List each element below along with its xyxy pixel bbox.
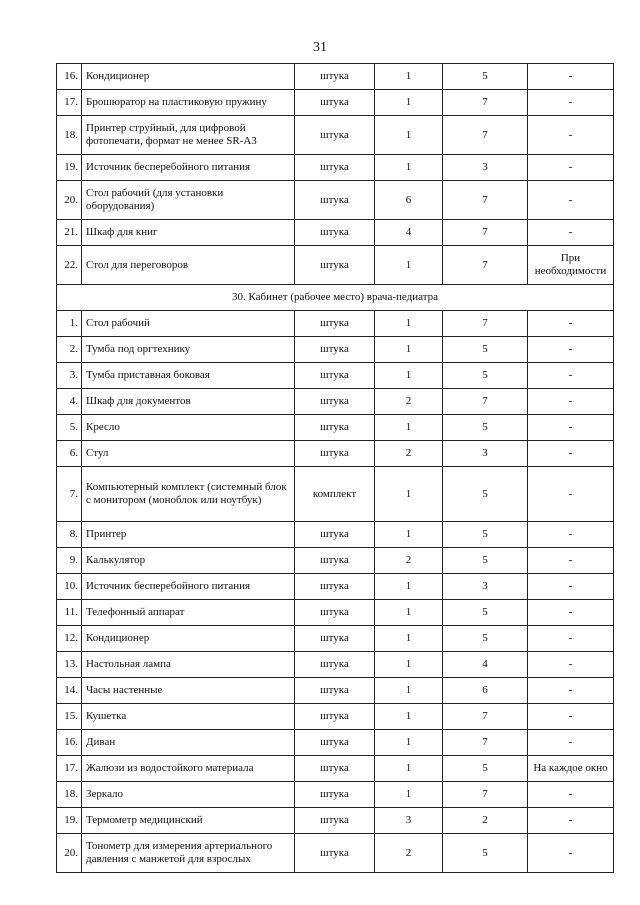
row-number-cell: 11.: [57, 600, 82, 626]
row-number-cell: 6.: [57, 441, 82, 467]
note-cell: -: [528, 155, 614, 181]
note-cell: -: [528, 574, 614, 600]
note-cell: -: [528, 467, 614, 522]
note-cell: -: [528, 522, 614, 548]
unit-cell: штука: [295, 834, 375, 873]
quantity-cell: 1: [375, 704, 443, 730]
item-name-cell: Источник бесперебойного питания: [82, 574, 295, 600]
quantity-cell: 1: [375, 678, 443, 704]
unit-cell: штука: [295, 181, 375, 220]
item-name-cell: Шкаф для документов: [82, 389, 295, 415]
quantity-cell: 1: [375, 155, 443, 181]
quantity-cell: 2: [375, 834, 443, 873]
quantity-cell: 1: [375, 756, 443, 782]
note-cell: -: [528, 181, 614, 220]
quantity-cell: 1: [375, 415, 443, 441]
item-name-cell: Принтер: [82, 522, 295, 548]
row-number-cell: 16.: [57, 64, 82, 90]
unit-cell: штука: [295, 678, 375, 704]
unit-cell: штука: [295, 730, 375, 756]
service-life-cell: 7: [443, 782, 528, 808]
item-name-cell: Зеркало: [82, 782, 295, 808]
service-life-cell: 3: [443, 574, 528, 600]
service-life-cell: 7: [443, 220, 528, 246]
service-life-cell: 7: [443, 730, 528, 756]
service-life-cell: 5: [443, 756, 528, 782]
table-row: [57, 600, 614, 626]
item-name-cell: Кушетка: [82, 704, 295, 730]
service-life-cell: 7: [443, 246, 528, 285]
page-number: 31: [313, 40, 327, 55]
service-life-cell: 5: [443, 626, 528, 652]
quantity-cell: 1: [375, 363, 443, 389]
quantity-cell: 1: [375, 626, 443, 652]
table-row: [57, 467, 614, 522]
item-name-cell: Стол рабочий (для установки оборудования): [82, 181, 295, 220]
service-life-cell: 5: [443, 415, 528, 441]
row-number-cell: 20.: [57, 834, 82, 873]
service-life-cell: 7: [443, 90, 528, 116]
note-cell: -: [528, 220, 614, 246]
note-cell: -: [528, 782, 614, 808]
unit-cell: штука: [295, 220, 375, 246]
service-life-cell: 5: [443, 363, 528, 389]
service-life-cell: 7: [443, 181, 528, 220]
item-name-cell: Настольная лампа: [82, 652, 295, 678]
quantity-cell: 1: [375, 730, 443, 756]
row-number-cell: 15.: [57, 704, 82, 730]
table-row: [57, 808, 614, 834]
row-number-cell: 14.: [57, 678, 82, 704]
quantity-cell: 4: [375, 220, 443, 246]
item-name-cell: Калькулятор: [82, 548, 295, 574]
unit-cell: штука: [295, 64, 375, 90]
unit-cell: штука: [295, 389, 375, 415]
section-title: 30. Кабинет (рабочее место) врача-педиатра: [57, 285, 614, 311]
quantity-cell: 1: [375, 467, 443, 522]
unit-cell: штука: [295, 116, 375, 155]
table-row: [57, 548, 614, 574]
unit-cell: штука: [295, 246, 375, 285]
service-life-cell: 5: [443, 522, 528, 548]
quantity-cell: 2: [375, 441, 443, 467]
row-number-cell: 22.: [57, 246, 82, 285]
unit-cell: штука: [295, 337, 375, 363]
note-cell: -: [528, 363, 614, 389]
table-row: [57, 181, 614, 220]
service-life-cell: 3: [443, 155, 528, 181]
note-cell: На каждое окно: [528, 756, 614, 782]
note-cell: -: [528, 704, 614, 730]
item-name-cell: Стул: [82, 441, 295, 467]
quantity-cell: 1: [375, 311, 443, 337]
quantity-cell: 1: [375, 782, 443, 808]
item-name-cell: Кондиционер: [82, 626, 295, 652]
row-number-cell: 4.: [57, 389, 82, 415]
note-cell: -: [528, 116, 614, 155]
unit-cell: штука: [295, 756, 375, 782]
unit-cell: штука: [295, 522, 375, 548]
service-life-cell: 7: [443, 704, 528, 730]
note-cell: -: [528, 548, 614, 574]
row-number-cell: 2.: [57, 337, 82, 363]
unit-cell: штука: [295, 782, 375, 808]
unit-cell: штука: [295, 548, 375, 574]
service-life-cell: 5: [443, 467, 528, 522]
table-row: [57, 311, 614, 337]
quantity-cell: 1: [375, 116, 443, 155]
table-row: [57, 626, 614, 652]
service-life-cell: 3: [443, 441, 528, 467]
table-row: [57, 155, 614, 181]
note-cell: -: [528, 311, 614, 337]
table-row: [57, 64, 614, 90]
section-row: [57, 285, 614, 311]
unit-cell: штука: [295, 90, 375, 116]
unit-cell: комплект: [295, 467, 375, 522]
quantity-cell: 2: [375, 548, 443, 574]
table-row: [57, 704, 614, 730]
item-name-cell: Компьютерный комплект (системный блок с монитором (моноблок или ноутбук): [82, 467, 295, 522]
equipment-table: [56, 63, 614, 873]
table-row: [57, 652, 614, 678]
note-cell: -: [528, 626, 614, 652]
item-name-cell: Диван: [82, 730, 295, 756]
table-row: [57, 116, 614, 155]
note-cell: -: [528, 834, 614, 873]
note-cell: -: [528, 600, 614, 626]
item-name-cell: Термометр медицинский: [82, 808, 295, 834]
item-name-cell: Брошюратор на пластиковую пружину: [82, 90, 295, 116]
table-row: [57, 441, 614, 467]
quantity-cell: 2: [375, 389, 443, 415]
row-number-cell: 13.: [57, 652, 82, 678]
note-cell: -: [528, 90, 614, 116]
item-name-cell: Тонометр для измерения артериального давления с манжетой для взрослых: [82, 834, 295, 873]
quantity-cell: 1: [375, 64, 443, 90]
row-number-cell: 16.: [57, 730, 82, 756]
quantity-cell: 1: [375, 246, 443, 285]
note-cell: -: [528, 652, 614, 678]
table-row: [57, 389, 614, 415]
unit-cell: штука: [295, 311, 375, 337]
note-cell: -: [528, 808, 614, 834]
quantity-cell: 1: [375, 337, 443, 363]
service-life-cell: 7: [443, 311, 528, 337]
table-row: [57, 337, 614, 363]
unit-cell: штука: [295, 704, 375, 730]
row-number-cell: 18.: [57, 782, 82, 808]
item-name-cell: Шкаф для книг: [82, 220, 295, 246]
service-life-cell: 2: [443, 808, 528, 834]
table-row: [57, 415, 614, 441]
service-life-cell: 4: [443, 652, 528, 678]
table-row: [57, 782, 614, 808]
row-number-cell: 9.: [57, 548, 82, 574]
row-number-cell: 17.: [57, 756, 82, 782]
table-row: [57, 574, 614, 600]
table-row: [57, 246, 614, 285]
row-number-cell: 20.: [57, 181, 82, 220]
unit-cell: штука: [295, 600, 375, 626]
unit-cell: штука: [295, 415, 375, 441]
service-life-cell: 5: [443, 64, 528, 90]
service-life-cell: 7: [443, 389, 528, 415]
item-name-cell: Источник бесперебойного питания: [82, 155, 295, 181]
quantity-cell: 1: [375, 600, 443, 626]
service-life-cell: 5: [443, 600, 528, 626]
table-row: [57, 834, 614, 873]
unit-cell: штука: [295, 652, 375, 678]
item-name-cell: Кондиционер: [82, 64, 295, 90]
service-life-cell: 5: [443, 834, 528, 873]
row-number-cell: 21.: [57, 220, 82, 246]
quantity-cell: 6: [375, 181, 443, 220]
row-number-cell: 8.: [57, 522, 82, 548]
quantity-cell: 1: [375, 90, 443, 116]
item-name-cell: Кресло: [82, 415, 295, 441]
table-row: [57, 756, 614, 782]
note-cell: -: [528, 337, 614, 363]
service-life-cell: 5: [443, 548, 528, 574]
note-cell: -: [528, 415, 614, 441]
note-cell: -: [528, 730, 614, 756]
item-name-cell: Часы настенные: [82, 678, 295, 704]
row-number-cell: 17.: [57, 90, 82, 116]
table-row: [57, 220, 614, 246]
service-life-cell: 7: [443, 116, 528, 155]
row-number-cell: 19.: [57, 155, 82, 181]
note-cell: -: [528, 389, 614, 415]
table-row: [57, 90, 614, 116]
row-number-cell: 12.: [57, 626, 82, 652]
unit-cell: штука: [295, 626, 375, 652]
row-number-cell: 1.: [57, 311, 82, 337]
row-number-cell: 10.: [57, 574, 82, 600]
table-row: [57, 522, 614, 548]
table-row: [57, 363, 614, 389]
service-life-cell: 6: [443, 678, 528, 704]
table-row: [57, 678, 614, 704]
item-name-cell: Стол рабочий: [82, 311, 295, 337]
table-row: [57, 730, 614, 756]
quantity-cell: 1: [375, 574, 443, 600]
item-name-cell: Жалюзи из водостойкого материала: [82, 756, 295, 782]
unit-cell: штука: [295, 155, 375, 181]
row-number-cell: 5.: [57, 415, 82, 441]
quantity-cell: 1: [375, 522, 443, 548]
note-cell: -: [528, 64, 614, 90]
item-name-cell: Тумба под оргтехнику: [82, 337, 295, 363]
note-cell: -: [528, 678, 614, 704]
unit-cell: штука: [295, 574, 375, 600]
item-name-cell: Стол для переговоров: [82, 246, 295, 285]
unit-cell: штука: [295, 441, 375, 467]
quantity-cell: 1: [375, 652, 443, 678]
row-number-cell: 3.: [57, 363, 82, 389]
item-name-cell: Тумба приставная боковая: [82, 363, 295, 389]
note-cell: При необходимости: [528, 246, 614, 285]
quantity-cell: 3: [375, 808, 443, 834]
row-number-cell: 7.: [57, 467, 82, 522]
unit-cell: штука: [295, 363, 375, 389]
service-life-cell: 5: [443, 337, 528, 363]
item-name-cell: Принтер струйный, для цифровой фотопечати, формат не менее SR-A3: [82, 116, 295, 155]
row-number-cell: 18.: [57, 116, 82, 155]
item-name-cell: Телефонный аппарат: [82, 600, 295, 626]
row-number-cell: 19.: [57, 808, 82, 834]
note-cell: -: [528, 441, 614, 467]
unit-cell: штука: [295, 808, 375, 834]
